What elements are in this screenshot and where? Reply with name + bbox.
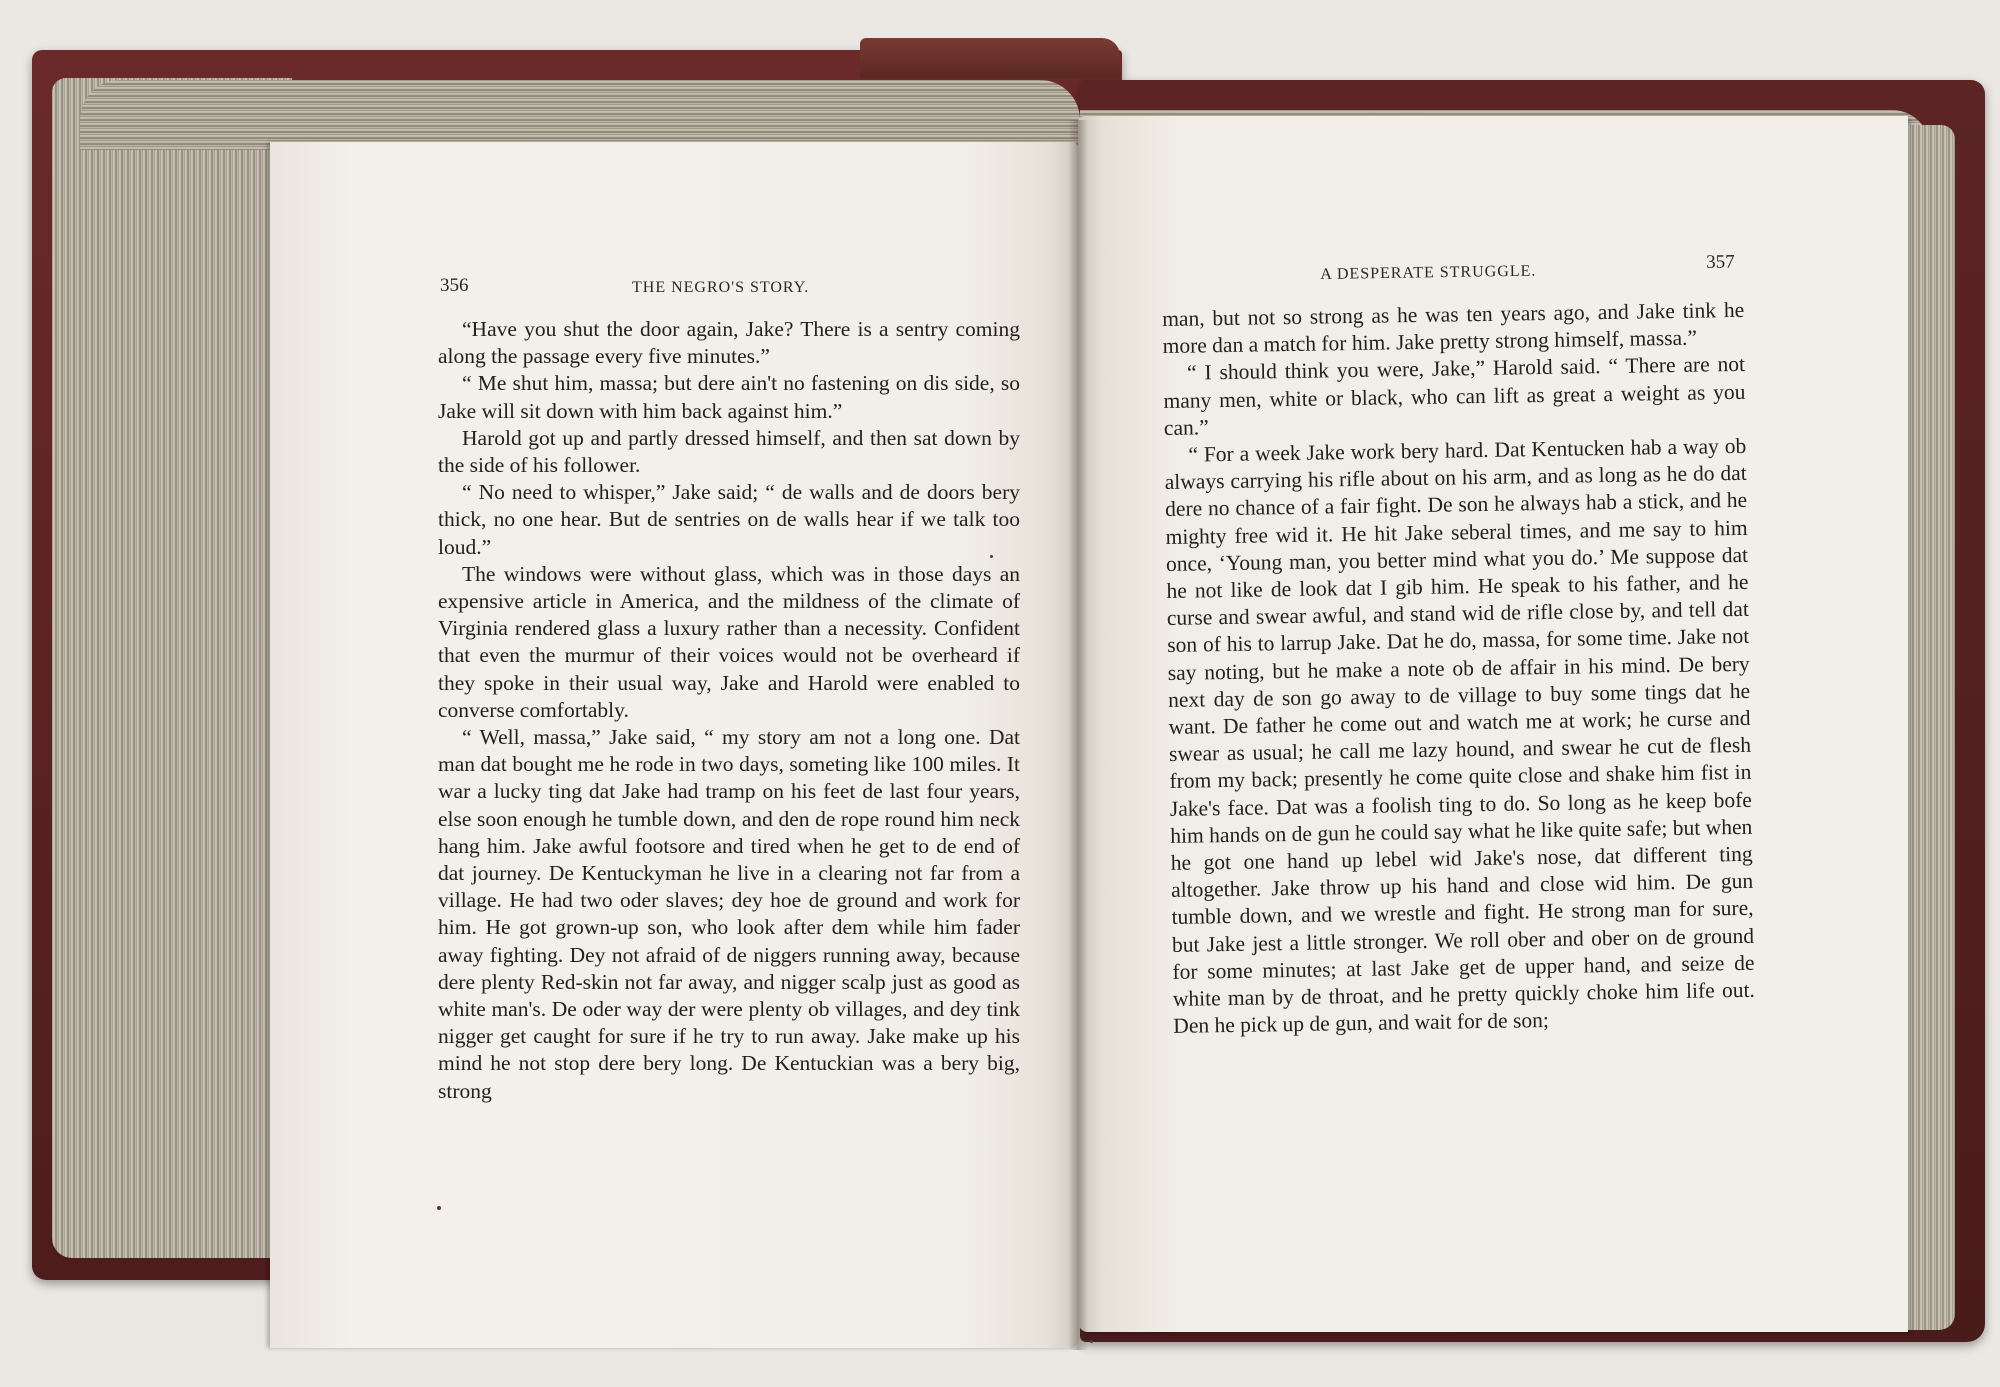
right-page-text bbox=[1162, 297, 1755, 1041]
ink-speck bbox=[1090, 1340, 1093, 1343]
paragraph: “ I should think you were, Jake,” Harold said. “ There are not many men, white or black, who can lift as great a weight as you can.” bbox=[1163, 352, 1746, 440]
paragraph: “Have you shut the door again, Jake? There is a sentry coming along the passage every five minutes.” bbox=[438, 317, 1020, 369]
worn-spine bbox=[860, 38, 1120, 78]
left-page-number: 356 bbox=[440, 275, 469, 296]
right-running-head: A DESPERATE STRUGGLE. bbox=[1320, 262, 1537, 283]
paragraph: “ Well, massa,” Jake said, “ my story am not a long one. Dat man dat bought me he rode in two days, someting like 100 miles. It war a lucky ting dat Jake had tramp on his feet de last four years, else soon enough he tumble down, and den de rope round him neck hang him. Jake awful footsore and tired when he get to de end of dat journey. De Kentuckyman he live in a clearing not far from a village. He had two oder slaves; dey hoe de ground and work for him. He got grown-up son, who look after dem while him fader away fighting. Dey not afraid of de niggers running away, because dere plenty Red-skin not far away, and nigger scalp just as good as white man's. De oder way der were plenty ob villages, and dey tink nigger get caught for sure if he try to run away. Jake make up his mind he not stop dere bery long. De Kentuckian was a bery big, strong bbox=[438, 725, 1020, 1103]
paragraph: “ No need to whisper,” Jake said; “ de walls and de doors bery thick, no one hear. But de sentries on de walls hear if we talk too loud.” bbox=[438, 480, 1020, 559]
ink-speck bbox=[437, 1206, 441, 1210]
left-running-head: THE NEGRO'S STORY. bbox=[632, 279, 810, 296]
paragraph: man, but not so strong as he was ten years ago, and Jake tink he more dan a match for him. Jake pretty strong himself, massa.” bbox=[1162, 297, 1745, 359]
left-page-text bbox=[438, 316, 1020, 1105]
paragraph: The windows were without glass, which was in those days an expensive article in America, and the mildness of the climate of Virginia rendered glass a luxury rather than a necessity. Confident that even the murmur of their voices would not be overheard if they spoke in their usual way, Jake and Harold were enabled to converse comfortably. bbox=[438, 561, 1020, 722]
paragraph: “ Me shut him, massa; but dere ain't no fastening on dis side, so Jake will sit down with him back against him.” bbox=[438, 371, 1020, 423]
paragraph: “ For a week Jake work bery hard. Dat Kentucken hab a way ob always carrying his rifle about on his arm, and as long as he do dat dere no chance of a fair fight. De son he always hab a stick, and he mighty free wid it. He hit Jake seberal times, and me say to him once, ‘Young man, you better mind what you do.’ Me suppose dat he not like de look dat I gib him. He speak to his father, and he curse and swear awful, and stand wid de rifle close by, and tell dat son of his to larrup Jake. Dat he do, massa, for some time. Jake not say noting, but he make a note ob de affair in his mind. De bery next day de son go away to de village to buy some tings dat he want. De father he come out and watch me at work; he curse and swear as usual; he call me lazy hound, and swear he cut de flesh from my back; presently he come quite close and shake him fist in Jake's face. Dat was a foolish ting to do. So long as he keep bofe him hands on de gun he could say what he like quite safe; but when he got one hand up lebel wid Jake's nose, dat different ting altogether. Jake throw up his hand and close wid him. De gun tumble down, and we wrestle and fight. He strong man for sure, but Jake jest a little stronger. We roll ober and ober on de ground for some minutes; at last Jake get de upper hand, and seize de white man by de throat, and he pretty quickly choke him life out. Den he pick up de gun, and wait for de son; bbox=[1164, 433, 1756, 1039]
page-edges-left bbox=[52, 78, 292, 1258]
paragraph: Harold got up and partly dressed himself, and then sat down by the side of his follower. bbox=[438, 425, 1020, 478]
right-page-number: 357 bbox=[1705, 251, 1735, 273]
page-edges-top-left bbox=[80, 80, 1080, 150]
ink-speck bbox=[990, 555, 993, 558]
page-edges-right bbox=[1905, 125, 1955, 1330]
book-gutter bbox=[1068, 120, 1088, 1350]
